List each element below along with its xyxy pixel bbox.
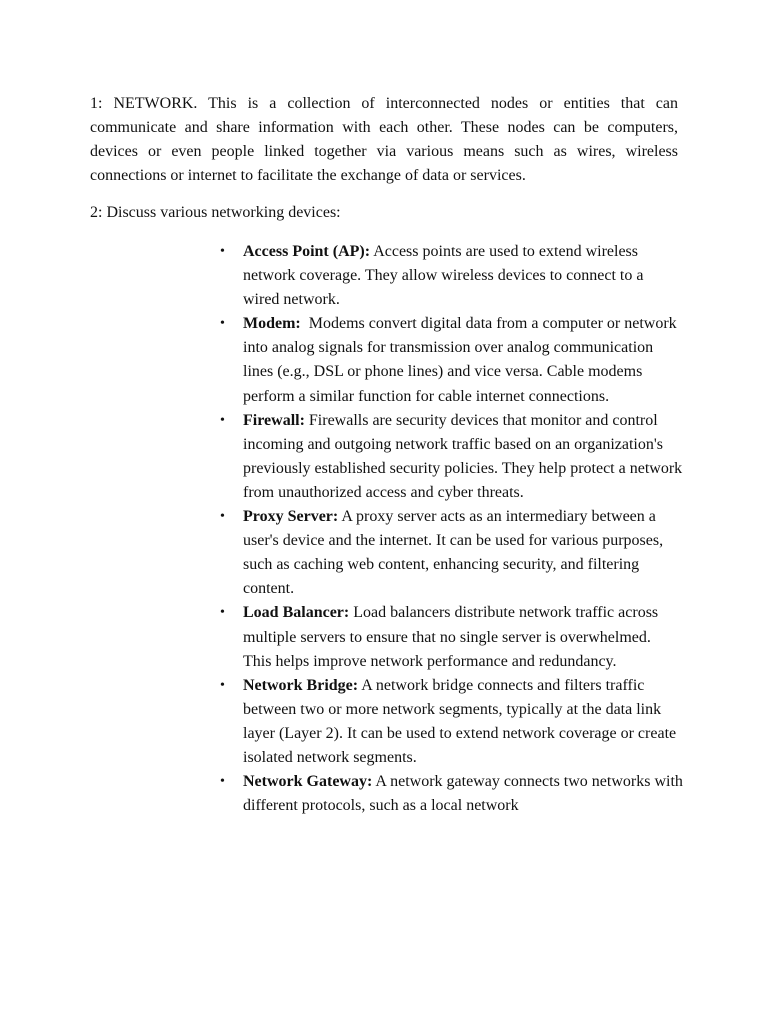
bullet-icon: • [220, 509, 225, 525]
item-term: Access Point (AP): [243, 243, 371, 260]
networking-devices-list [220, 240, 683, 818]
bullet-icon: • [220, 677, 225, 693]
item-term: Proxy Server: [243, 508, 339, 526]
item-description: Access points are used to extend wireless network coverage. They allow wireless devices to connect to a wired network. [243, 243, 644, 309]
bullet-icon: • [220, 774, 225, 790]
bullet-icon: • [220, 605, 225, 621]
bullet-icon: • [220, 316, 225, 332]
bullet-icon: • [220, 244, 225, 259]
item-description: Modems convert digital data from a computer or network into analog signals for transmission over analog communication lines (e.g., DSL or phone lines) and vice versa. Cable modems perform a similar function for cable internet connections. [243, 315, 681, 405]
list-item-firewall [220, 409, 683, 505]
list-item-proxy-server [220, 505, 683, 601]
item-term: Modem: [243, 315, 301, 333]
list-item-access-point [220, 240, 683, 312]
item-term: Firewall: [243, 411, 305, 429]
item-term: Load Balancer: [243, 604, 350, 622]
item-description: A network gateway connects two networks with different protocols, such as a local network [243, 773, 683, 815]
networking-devices-heading: 2: Discuss various networking devices: [90, 204, 341, 221]
item-term: Network Bridge: [243, 676, 359, 694]
item-description: Firewalls are security devices that monitor and control incoming and outgoing network traffic based on an organization's previously established security policies. They help protect a network from unauthorized access and cyber threats. [243, 411, 683, 501]
network-definition-paragraph: 1: NETWORK. This is a collection of interconnected nodes or entities that can communicate and share information with each other. These nodes can be computers, devices or even people linked together via various means such as wires, wireless connections or internet to facilitate the exchange of data or services. [90, 95, 678, 184]
item-description: Load balancers distribute network traffic across multiple servers to ensure that no single server is overwhelmed. This helps improve network performance and redundancy. [243, 604, 659, 670]
list-item-load-balancer [220, 601, 683, 673]
list-item-modem [220, 312, 683, 408]
list-item-network-bridge [220, 674, 683, 770]
item-description: A network bridge connects and filters traffic between two or more network segments, typically at the data link layer (Layer 2). It can be used to extend network coverage or create isolated network segments. [243, 676, 677, 766]
bullet-icon: • [220, 412, 225, 428]
item-description: A proxy server acts as an intermediary between a user's device and the internet. It can be used for various purposes, such as caching web content, enhancing security, and filtering content. [243, 508, 664, 598]
list-item-network-gateway [220, 770, 683, 818]
item-term: Network Gateway: [243, 773, 373, 791]
